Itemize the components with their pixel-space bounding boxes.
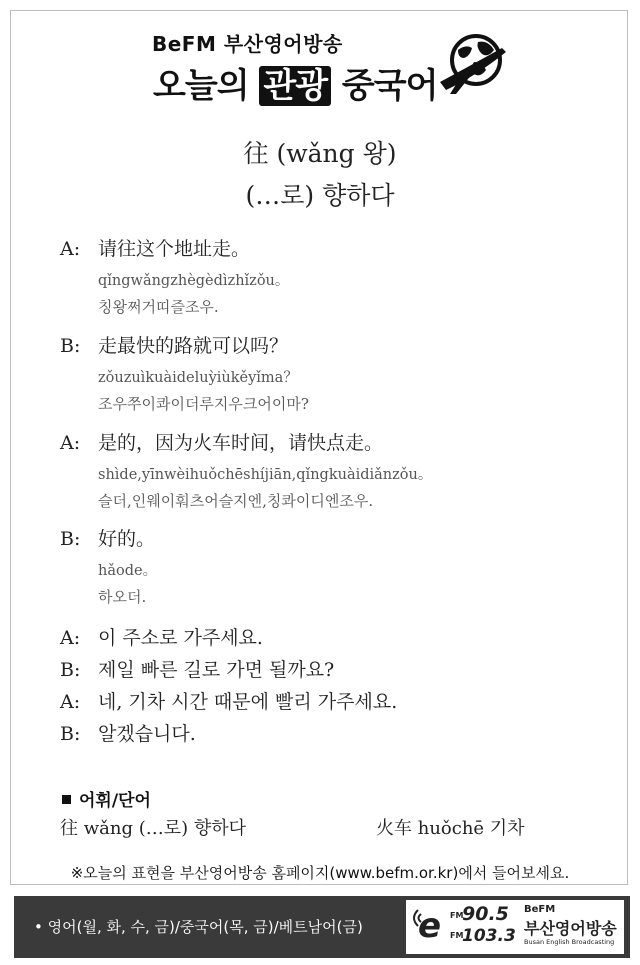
lesson-word: 往 (wǎng 왕) <box>243 139 397 168</box>
dialogue-korean-pronunciation: 하오더. <box>98 588 147 606</box>
dialogue-korean-pronunciation: 슬더,인웨이훠츠어슬지엔,칭콰이디엔조우. <box>98 492 374 510</box>
vocab-item: 往 wǎng (…로) 향하다 <box>60 818 247 839</box>
translation-text: 알겠습니다. <box>98 723 196 745</box>
logo-frequency-1: 90.5 <box>462 903 509 925</box>
station-subtitle: BeFM 부산영어방송 <box>152 32 343 56</box>
translation-speaker: A: <box>60 691 81 713</box>
translation-line <box>60 655 334 682</box>
translation-text: 이 주소로 가주세요. <box>98 627 263 649</box>
lesson-meaning: (…로) 향하다 <box>245 181 395 210</box>
translation-line <box>60 623 263 650</box>
translation-line <box>60 687 397 714</box>
dialogue-speaker: B: <box>60 335 81 357</box>
dialogue-speaker: A: <box>60 238 81 260</box>
footer-bar <box>14 896 630 958</box>
dialogue-speaker: B: <box>60 528 81 550</box>
dialogue-korean-pronunciation: 칭왕쩌거띠즐조우. <box>98 298 219 316</box>
translation-text: 네, 기차 시간 때문에 빨리 가주세요. <box>98 691 398 713</box>
dialogue-pinyin: qǐngwǎngzhègèdìzhǐzǒu。 <box>98 273 290 289</box>
globe-airplane-icon <box>436 28 514 100</box>
dialogue-line <box>60 331 309 414</box>
page-title <box>153 58 437 107</box>
station-logo <box>406 900 624 954</box>
dialogue-line <box>60 524 157 607</box>
dialogue-pinyin: hǎode。 <box>98 563 158 579</box>
dialogue-pinyin: shìde,yīnwèihuǒchēshíjiān,qǐngkuàidiǎnzǒu。 <box>98 467 433 483</box>
square-bullet-icon <box>62 795 71 804</box>
logo-station-korean: 부산영어방송 <box>524 919 617 938</box>
logo-letter: e <box>418 906 442 946</box>
translation-line <box>60 719 196 746</box>
dialogue-line <box>60 234 289 317</box>
title-suffix: 중국어 <box>331 66 438 106</box>
vocab-heading-text: 어휘/단어 <box>79 791 151 811</box>
translation-speaker: B: <box>60 723 81 745</box>
title-prefix: 오늘의 <box>153 66 260 106</box>
dialogue-speaker: A: <box>60 432 81 454</box>
translation-speaker: B: <box>60 659 81 681</box>
logo-brand: BeFM <box>524 904 556 915</box>
dialogue-chinese: 请往这个地址走。 <box>98 238 251 260</box>
dialogue-pinyin: zǒuzuìkuàideluỳiùkěyǐma？ <box>98 370 298 386</box>
dialogue-chinese: 是的，因为火车时间，请快点走。 <box>98 432 384 454</box>
dialogue-line <box>60 428 432 511</box>
title-boxed-word: 관광 <box>259 66 331 106</box>
vocab-heading <box>62 786 151 811</box>
translation-speaker: A: <box>60 627 81 649</box>
dialogue-chinese: 好的。 <box>98 528 156 550</box>
broadcast-schedule: • 영어(월, 화, 수, 금)/중국어(목, 금)/베트남어(금) <box>34 918 363 936</box>
logo-fm-label: FM <box>450 931 464 940</box>
logo-frequency-2: 103.3 <box>462 926 516 946</box>
logo-station-english: Busan English Broadcasting <box>524 938 615 946</box>
dialogue-korean-pronunciation: 조우쭈이콰이더루지우크어이마? <box>98 395 309 413</box>
listen-note: ※오늘의 표현을 부산영어방송 홈페이지(www.befm.or.kr)에서 들어보세요. <box>70 864 570 882</box>
vocab-item: 火车 huǒchē 기차 <box>376 818 525 839</box>
translation-text: 제일 빠른 길로 가면 될까요? <box>98 659 335 681</box>
dialogue-chinese: 走最快的路就可以吗？ <box>98 335 289 357</box>
logo-fm-label: FM <box>450 911 464 920</box>
